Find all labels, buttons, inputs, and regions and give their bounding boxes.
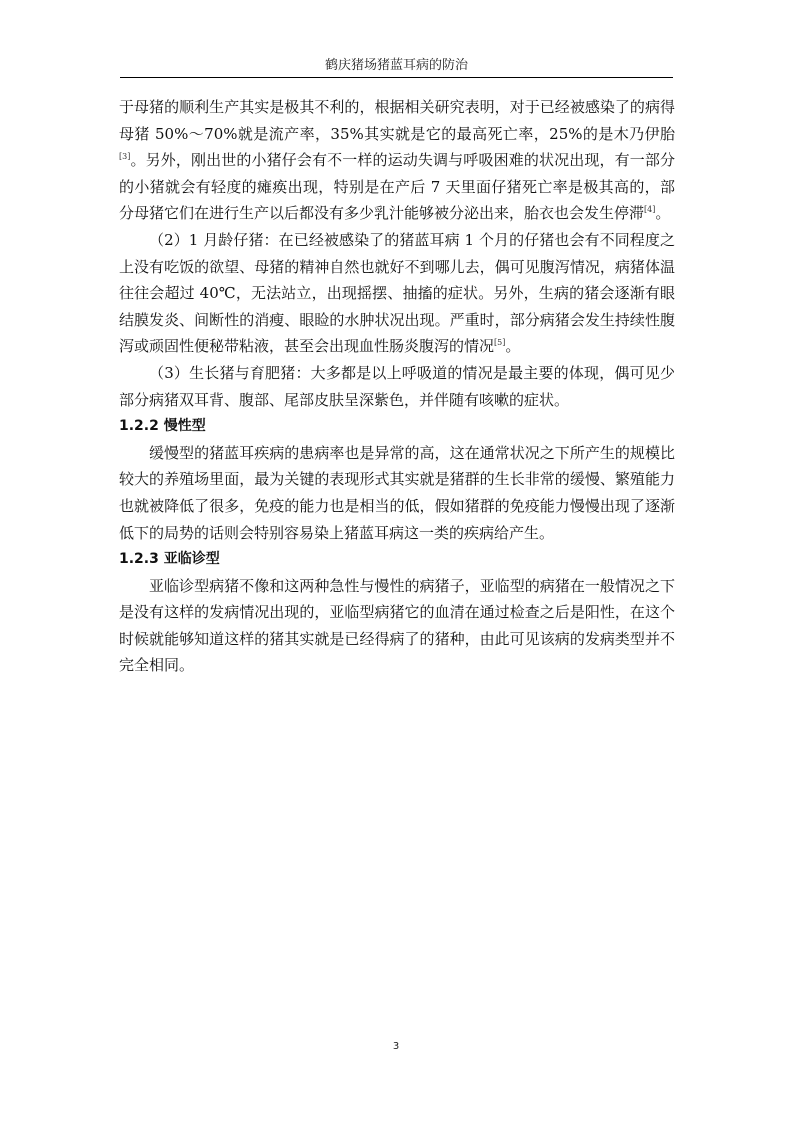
paragraph-text: 。 [655,204,671,223]
paragraph-chronic-type: 缓慢型的猪蓝耳疾病的患病率也是异常的高，这在通常状况之下所产生的规模比较大的养殖场里面，最为关键的表现形式其实就是猪群的生长非常的缓慢、繁殖能力也就被降低了很多，免疫的能力也是相当的低，假如猪群的免疫能力慢慢出现了逐渐低下的局势的话则会特别容易染上猪蓝耳病这一类的疾病给产生。 [119,443,675,542]
paragraph-text: 。另外，刚出世的小猪仔会有不一样的运动失调与呼吸困难的状况出现，有一部分的小猪就会有轻度的瘫痪出现，特别是在产后 7 天里面仔猪死亡率是极其高的，部分母猪它们在进行生产以后都没有多少乳汁能够被分泌出来，胎衣也会发生停滞 [119,151,675,223]
section-heading-subclinical: 1.2.3 亚临诊型 [119,551,220,568]
paragraph-sow-symptoms [119,94,675,227]
paragraph-text: 于母猪的顺利生产其实是极其不利的，根据相关研究表明，对于已经被感染了的病得母猪 50%～70%就是流产率，35%其实就是它的最高死亡率，25%的是木乃伊胎 [119,98,675,143]
paragraph-text: （2）1 月龄仔猪：在已经被感染了的猪蓝耳病 1 个月的仔猪也会有不同程度之上没有吃饭的欲望、母猪的精神自然也就好不到哪儿去，偶可见腹泻情况，病猪体温往往会超过 40℃，无法站立，出现摇摆、抽搐的症状。另外，生病的猪会逐渐有眼结膜发炎、间断性的消瘦、眼睑的水肿状况出现。严重时，部分病猪会发生持续性腹泻或顽固性便秘带粘液，甚至会出现血性肠炎腹泻的情况 [119,230,675,356]
document-body [119,94,675,679]
page-number: 3 [392,1041,400,1052]
section-heading-chronic: 1.2.2 慢性型 [119,418,206,435]
paragraph-grower-symptoms: （3）生长猪与育肥猪：大多都是以上呼吸道的情况是最主要的体现，偶可见少部分病猪双耳背、腹部、尾部皮肤呈深紫色，并伴随有咳嗽的症状。 [119,363,675,409]
paragraph-subclinical-type: 亚临诊型病猪不像和这两种急性与慢性的病猪子，亚临型的病猪在一般情况之下是没有这样的发病情况出现的，亚临型病猪它的血清在通过检查之后是阳性，在这个时候就能够知道这样的猪其实就是已经得病了的猪种，由此可见该病的发病类型并不完全相同。 [119,576,675,675]
paragraph-text: 。 [505,337,521,356]
header-divider [120,77,673,78]
page-header-title: 鹤庆猪场猪蓝耳病的防治 [324,58,468,73]
citation-ref[interactable]: [5] [494,338,506,348]
paragraph-piglet-symptoms [119,227,675,360]
citation-ref[interactable]: [4] [644,205,656,215]
citation-ref[interactable]: [3] [119,152,131,162]
